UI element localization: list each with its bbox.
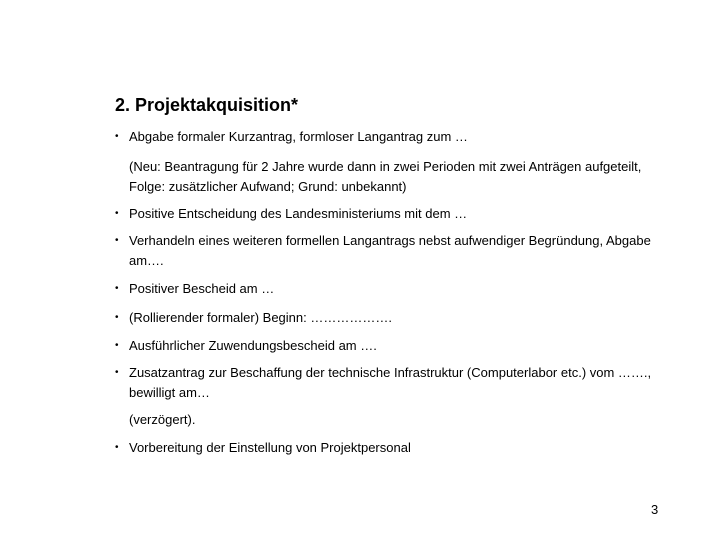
- bullet-marker: •: [115, 367, 119, 378]
- slide-title: 2. Projektakquisition*: [115, 95, 299, 115]
- bullet-marker: •: [115, 340, 119, 351]
- bullet-item: [115, 231, 651, 271]
- bullet-marker: •: [115, 442, 119, 453]
- bullet-text: bewilligt am…: [129, 385, 210, 400]
- bullet-text: am….: [129, 253, 164, 268]
- note-line: (Neu: Beantragung für 2 Jahre wurde dann in zwei Perioden mit zwei Anträgen aufgeteilt,: [129, 159, 642, 174]
- bullet-marker: •: [115, 235, 119, 246]
- bullet-text: Verhandeln eines weiteren formellen Langantrags nebst aufwendiger Begründung, Abgabe: [129, 233, 651, 248]
- bullet-item: [115, 308, 392, 328]
- bullet-marker: •: [115, 208, 119, 219]
- note-line: (verzögert).: [129, 412, 196, 427]
- bullet-text: (Rollierender formaler) Beginn: ……………….: [129, 310, 392, 325]
- note-line: Folge: zusätzlicher Aufwand; Grund: unbekannt): [129, 179, 407, 194]
- bullet-text: Abgabe formaler Kurzantrag, formloser Langantrag zum …: [129, 129, 468, 144]
- page-number: 3: [651, 502, 659, 517]
- bullet-item: [115, 279, 274, 299]
- bullet-marker: •: [115, 131, 119, 142]
- bullet-text: Vorbereitung der Einstellung von Projektpersonal: [129, 440, 411, 455]
- bullet-text: Ausführlicher Zuwendungsbescheid am ….: [129, 338, 377, 353]
- bullet-item: [115, 127, 468, 147]
- bullet-item: [115, 438, 411, 458]
- bullet-item: [115, 336, 377, 356]
- bullet-item: [115, 204, 467, 224]
- note-text: [129, 410, 195, 430]
- bullet-text: Positiver Bescheid am …: [129, 281, 275, 296]
- bullet-text: Positive Entscheidung des Landesministeriums mit dem …: [129, 206, 468, 221]
- note-text: [129, 157, 641, 197]
- bullet-text: Zusatzantrag zur Beschaffung der technische Infrastruktur (Computerlabor etc.) vom …….,: [129, 365, 652, 380]
- bullet-marker: •: [115, 312, 119, 323]
- bullet-item: [115, 363, 651, 403]
- bullet-marker: •: [115, 283, 119, 294]
